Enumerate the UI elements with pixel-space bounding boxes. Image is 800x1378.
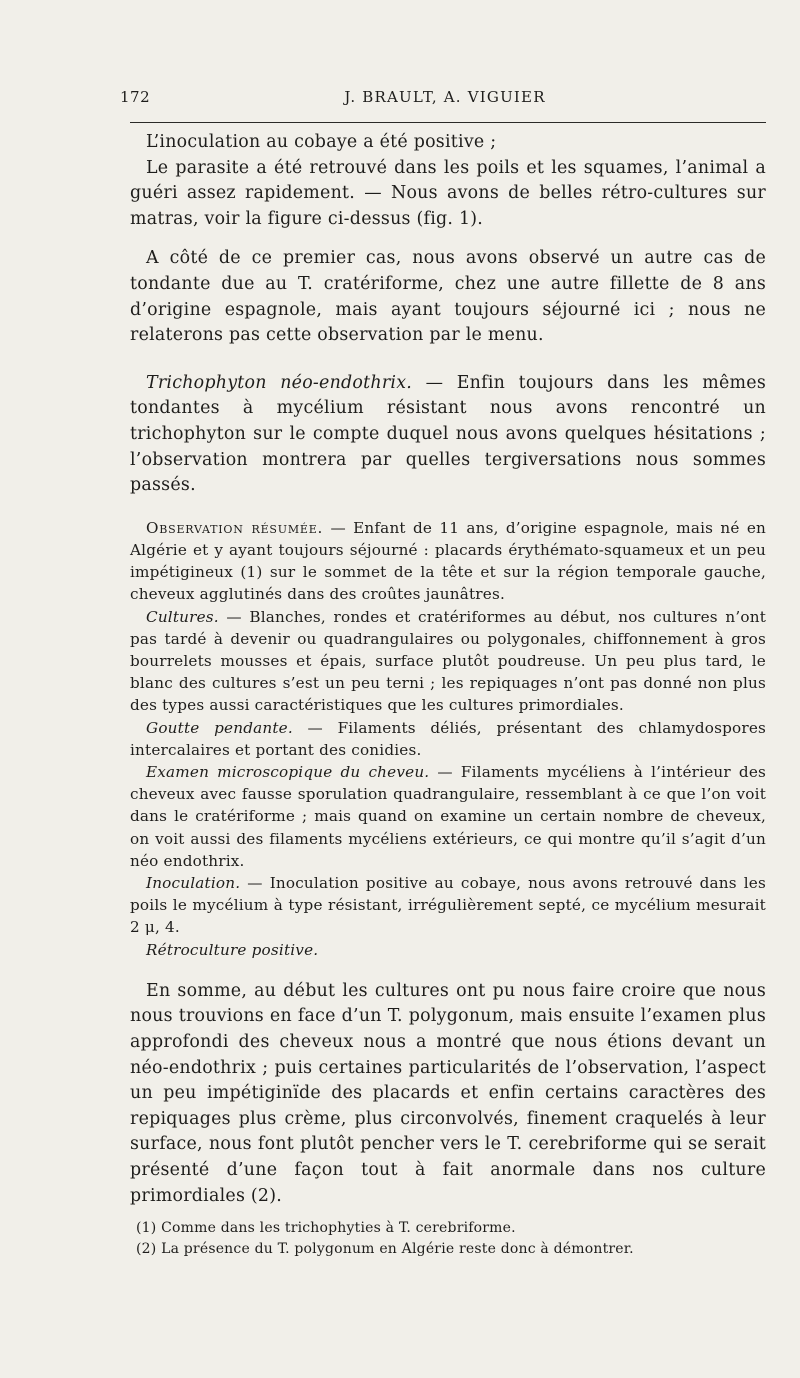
footnote-1: (1) Comme dans les trichophyties à T. cerebriforme. <box>136 1220 516 1236</box>
observation-inoculation <box>130 872 766 939</box>
spacer <box>130 349 766 371</box>
observation-examen <box>130 761 766 872</box>
observation-label: Observation résumée. <box>146 518 324 537</box>
observation-goutte-pendante <box>130 717 766 761</box>
neo-endothrix-text: — Enfin toujours dans les mêmes tondantes à mycélium résistant nous avons rencontré un trichophyton sur le compte duquel nous avons quelques hésitations ; l’observation montrera par quelles tergiversations nous sommes passés. <box>130 372 766 496</box>
paragraph-parasite: Le parasite a été retrouvé dans les poils et les squames, l’animal a guéri assez rapidement. — Nous avons de belles rétro-cultures sur matras, voir la figure ci-dessus (fig. 1). <box>130 157 766 229</box>
cultures-text: — Blanches, rondes et cratériformes au début, nos cultures n’ont pas tardé à devenir ou quadrangulaires ou polygonales, chiffonnement à gros bourrelets mousses et épais, surface plutôt poudreuse. Un peu plus tard, le blanc des cultures s’est un peu terni ; les repiquages n’ont pas donné non plus des types aussi caractéristiques que les cultures primordiales. <box>130 607 766 715</box>
observation-summary <box>130 517 766 606</box>
paragraph-second-case: A côté de ce premier cas, nous avons observé un autre cas de tondante due au T. cratériforme, chez une autre fillette de 8 ans d’origine espagnole, mais ayant toujours séjourné ici ; nous ne relaterons pas cette observation par le menu. <box>130 248 766 346</box>
cultures-label: Cultures. <box>146 607 219 626</box>
goutte-text: — Filaments déliés, présentant des chlamydospores intercalaires et portant des conidies. <box>130 718 767 759</box>
inoculation-text: — Inoculation positive au cobaye, nous avons retrouvé dans les poils le mycélium à type résistant, irrégulièrement septé, ce mycélium mesurait 2 μ, 4. <box>130 873 766 937</box>
observation-cultures <box>130 606 766 717</box>
spacer <box>130 499 766 517</box>
header-rule <box>130 122 766 123</box>
page-header <box>120 88 770 112</box>
inoculation-label: Inoculation. <box>146 873 241 892</box>
spacer <box>130 232 766 246</box>
section-title-neo-endothrix: Trichophyton néo-endothrix. <box>146 372 413 393</box>
observation-intro: — Enfant de 11 ans, d’origine espagnole, mais né en Algérie et y ayant toujours séjourné : placards érythémato-squameux et un peu impétigineux (1) sur le sommet de la tête et sur la région temporale gauche, cheveux agglutinés dans des croûtes jaunâtres. <box>130 518 766 604</box>
paragraph-neo-endothrix <box>130 371 766 499</box>
retroculture-label: Rétroculture positive. <box>146 940 319 959</box>
spacer <box>130 961 766 979</box>
observation-retroculture <box>130 939 766 961</box>
page-number: 172 <box>120 88 151 106</box>
main-text <box>130 130 766 1209</box>
footnotes <box>136 1218 756 1260</box>
goutte-label: Goutte pendante. <box>146 718 293 737</box>
running-head: J. BRAULT, A. VIGUIER <box>344 88 546 106</box>
examen-label: Examen microscopique du cheveu. <box>146 762 430 781</box>
examen-text: — Filaments mycéliens à l’intérieur des cheveux avec fausse sporulation quadrangulaire, ressemblant à ce que l’on voit dans le cratériforme ; mais quand on examine un certain nombre de cheveux, on voit aussi des filaments mycéliens extérieurs, ce qui montre qu’il s’agit d’un néo endothrix. <box>130 762 767 870</box>
paragraph-inoculation-result: L’inoculation au cobaye a été positive ; <box>146 132 497 152</box>
footnote-2: (2) La présence du T. polygonum en Algérie reste donc à démontrer. <box>136 1241 634 1257</box>
paragraph-conclusion: En somme, au début les cultures ont pu nous faire croire que nous nous trouvions en face d’un T. polygonum, mais ensuite l’examen plus approfondi des cheveux nous a montré que nous étions devant un néo-endothrix ; puis certaines particularités de l’observation, l’aspect un peu impétiginïde des placards et enfin certains caractères des repiquages plus crème, plus circonvolvés, finement craquelés à leur surface, nous font plutôt pencher vers le T. cerebriforme qui se serait présenté d’une façon tout à fait anormale dans nos culture primordiales (2). <box>130 980 766 1206</box>
